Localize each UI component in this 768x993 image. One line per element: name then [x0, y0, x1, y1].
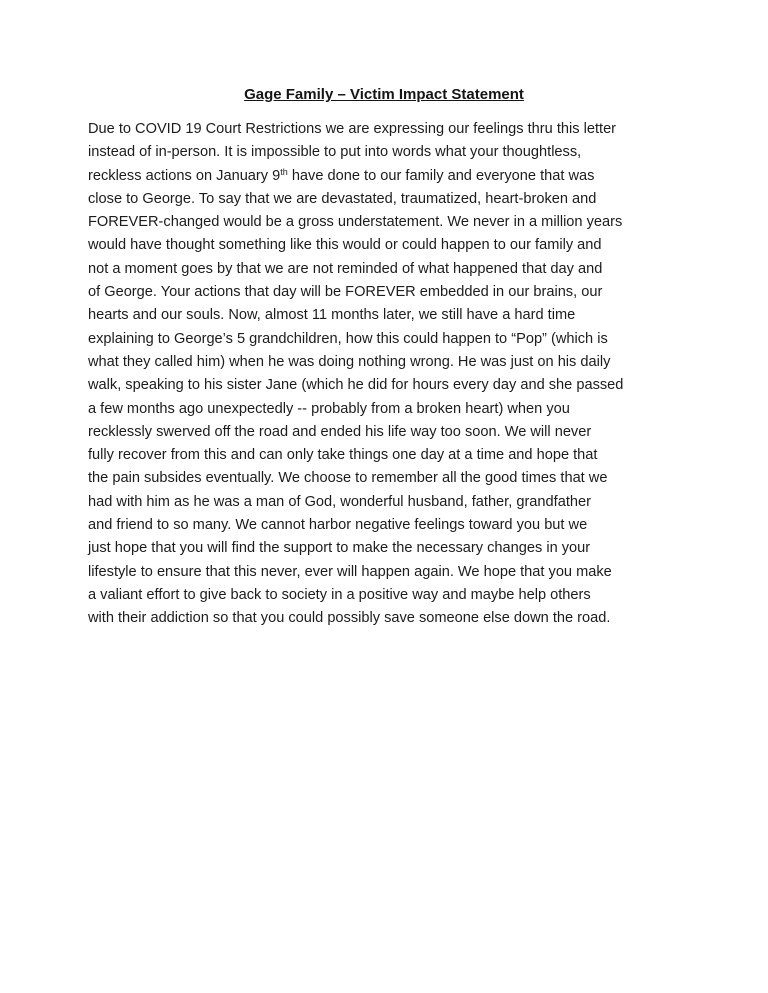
- statement-line: Due to COVID 19 Court Restrictions we are expressing our feelings thru this letter: [88, 121, 617, 137]
- statement-line: recklessly swerved off the road and ended his life way too soon. We will never: [88, 423, 592, 440]
- statement-line: explaining to George’s 5 grandchildren, how this could happen to “Pop” (which is: [88, 330, 608, 347]
- statement-line: the pain subsides eventually. We choose to remember all the good times that we: [88, 470, 608, 487]
- statement-line: just hope that you will find the support to make the necessary changes in your: [88, 540, 591, 557]
- statement-line: not a moment goes by that we are not reminded of what happened that day and: [88, 260, 603, 277]
- statement-line: would have thought something like this would or could happen to our family and: [88, 237, 602, 254]
- statement-line: walk, speaking to his sister Jane (which he did for hours every day and she passed: [88, 377, 624, 394]
- statement-line: instead of in-person. It is impossible to put into words what your thoughtless,: [88, 144, 582, 161]
- statement-line: hearts and our souls. Now, almost 11 months later, we still have a hard time: [88, 307, 576, 324]
- statement-body: [88, 118, 688, 631]
- statement-line: what they called him) when he was doing nothing wrong. He was just on his daily: [88, 353, 611, 370]
- statement-line: of George. Your actions that day will be FOREVER embedded in our brains, our: [88, 284, 603, 301]
- statement-line: [88, 165, 688, 188]
- statement-line: a valiant effort to give back to society in a positive way and maybe help others: [88, 586, 591, 603]
- statement-line: and friend to so many. We cannot harbor negative feelings toward you but we: [88, 517, 588, 534]
- statement-line: fully recover from this and can only take things one day at a time and hope that: [88, 447, 598, 464]
- ordinal-superscript: th: [280, 166, 288, 177]
- statement-line: close to George. To say that we are devastated, traumatized, heart-broken and: [88, 190, 597, 207]
- statement-line-text: have done to our family and everyone that was: [287, 167, 595, 184]
- statement-line: with their addiction so that you could possibly save someone else down the road.: [88, 610, 611, 627]
- statement-line: had with him as he was a man of God, wonderful husband, father, grandfather: [88, 493, 591, 510]
- statement-line-text: reckless actions on January 9: [88, 167, 281, 184]
- statement-line: a few months ago unexpectedly -- probably from a broken heart) when you: [88, 400, 570, 417]
- document-title: Gage Family – Victim Impact Statement: [244, 86, 524, 103]
- statement-line: lifestyle to ensure that this never, ever will happen again. We hope that you make: [88, 563, 612, 580]
- statement-line: FOREVER-changed would be a gross understatement. We never in a million years: [88, 214, 623, 231]
